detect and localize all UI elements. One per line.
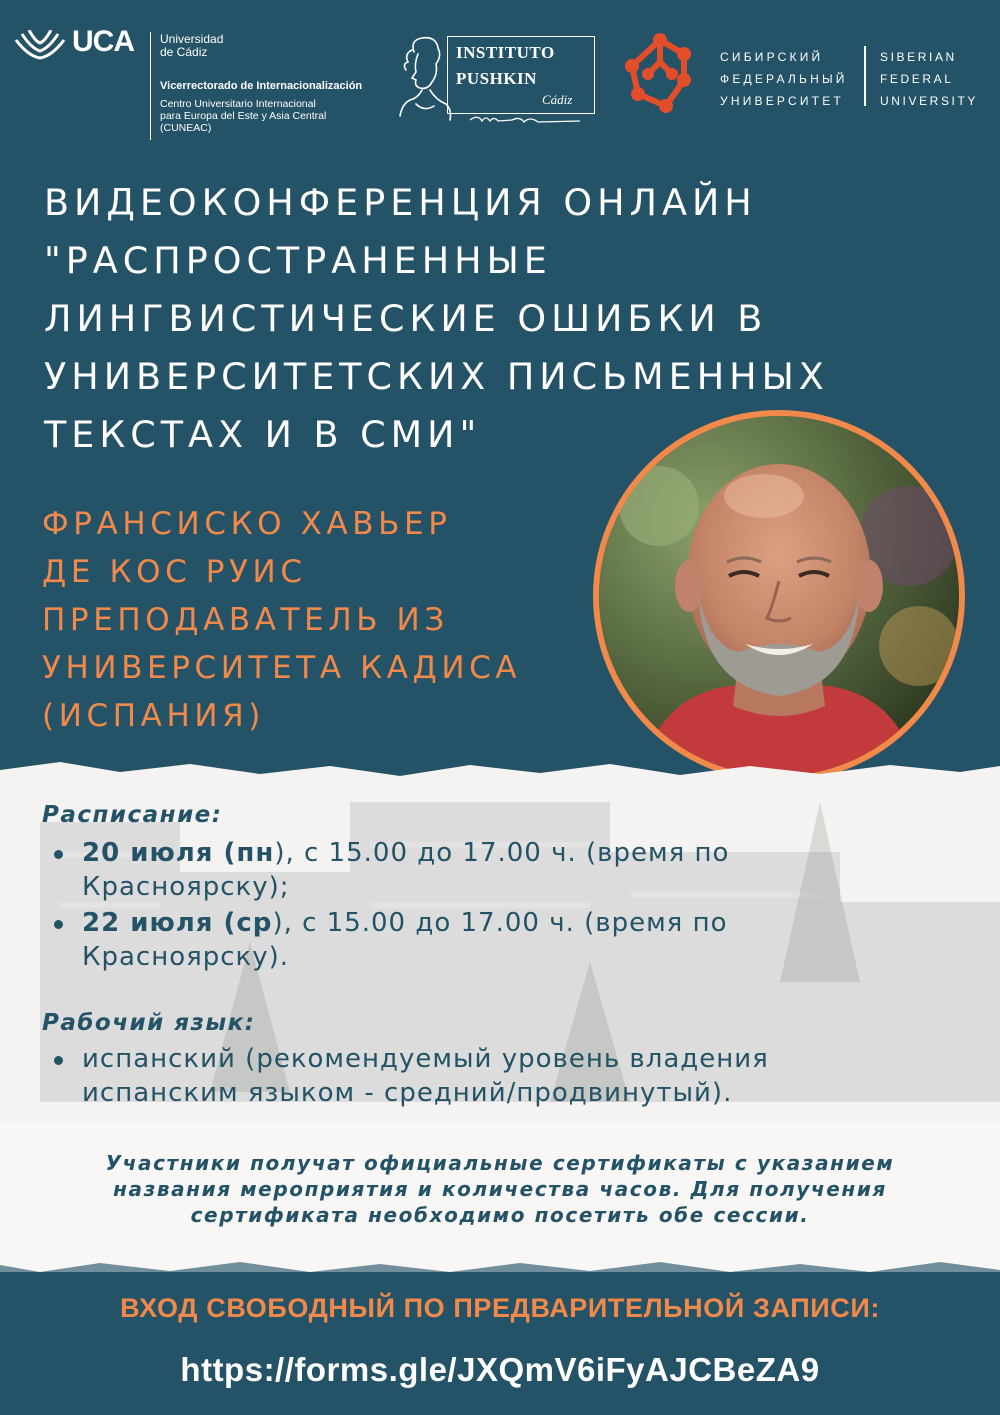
schedule-list [42, 836, 942, 976]
speaker-line: ДЕ КОС РУИС [42, 554, 307, 590]
speaker-line: ПРЕПОДАВАТЕЛЬ ИЗ [42, 602, 449, 638]
note-line: названия мероприятия и количества часов. Для получения [113, 1177, 887, 1201]
speaker-line: ФРАНСИСКО ХАВЬЕР [42, 506, 452, 542]
pushkin-line-2: PUSHKIN [456, 69, 537, 88]
uca-emblem-icon [14, 30, 66, 60]
sfu-ru-line: СИБИРСКИЙ [720, 50, 824, 64]
sfu-ru-line: УНИВЕРСИТЕТ [720, 94, 844, 108]
sfu-molecule-icon [622, 32, 698, 114]
sfu-en-line: SIBERIAN [880, 50, 957, 64]
uca-university-line: de Cádiz [160, 45, 208, 59]
schedule-heading: Расписание: [42, 802, 223, 828]
language-line: испанским языком - средний/продвинутый). [82, 1078, 733, 1108]
pushkin-line-1: INSTITUTO [456, 43, 555, 62]
pushkin-city: Cádiz [542, 92, 573, 107]
schedule-date: 20 июля (пн [82, 838, 275, 868]
title-line: УНИВЕРСИТЕТСКИХ ПИСЬМЕННЫХ [44, 355, 829, 398]
schedule-timezone: Красноярску); [82, 872, 290, 902]
sfu-name-ru [720, 46, 848, 112]
certificate-note [40, 1150, 960, 1228]
sfu-logo [622, 32, 982, 114]
uca-vicerrectorado: Vicerrectorado de Internacionalización [160, 80, 363, 92]
schedule-item [42, 906, 942, 974]
sfu-ru-line: ФЕДЕРАЛЬНЫЙ [720, 72, 848, 86]
language-item [42, 1042, 982, 1110]
speaker-line: (ИСПАНИЯ) [42, 698, 265, 734]
title-line: ТЕКСТАХ И В СМИ" [44, 413, 482, 456]
pushkin-signature-icon [468, 112, 588, 126]
speaker-portrait-icon [599, 416, 959, 776]
language-heading: Рабочий язык: [42, 1010, 256, 1036]
info-panel [0, 762, 1000, 1272]
uca-centro [160, 98, 326, 134]
registration-link[interactable]: https://forms.gle/JXQmV6iFyAJCBeZA9 [180, 1351, 820, 1388]
uca-centro-line: (CUNEAC) [160, 122, 212, 134]
schedule-timezone: Красноярску). [82, 942, 290, 972]
uca-centro-line: para Europa del Este y Asia Central [160, 110, 327, 122]
speaker-info [42, 500, 612, 740]
sfu-divider [864, 46, 866, 106]
speaker-line: УНИВЕРСИТЕТА КАДИСА [42, 650, 522, 686]
note-line: Участники получат официальные сертификаты с указанием [105, 1151, 895, 1175]
bullet-icon [54, 920, 63, 929]
uca-divider [150, 32, 151, 140]
uca-centro-line: Centro Universitario Internacional [160, 98, 316, 110]
note-line: сертификата необходимо посетить обе сессии. [190, 1203, 810, 1227]
bullet-icon [54, 1056, 63, 1065]
free-entry-notice: ВХОД СВОБОДНЫЙ ПО ПРЕДВАРИТЕЛЬНОЙ ЗАПИСИ: [120, 1293, 880, 1323]
schedule-time: ), с 15.00 до 17.00 ч. (время по [274, 838, 730, 868]
pushkin-institute-logo [392, 34, 597, 129]
title-line: ЛИНГВИСТИЧЕСКИЕ ОШИБКИ В [44, 297, 768, 340]
title-line: "РАСПРОСТРАНЕННЫЕ [44, 239, 552, 282]
uca-logo [14, 25, 366, 145]
sfu-name-en [880, 46, 978, 112]
title-line: ВИДЕОКОНФЕРЕНЦИЯ ОНЛАЙН [44, 181, 757, 224]
language-list [42, 1042, 982, 1112]
uca-wordmark: UCA [72, 25, 134, 58]
language-line: испанский (рекомендуемый уровень владения [82, 1044, 769, 1074]
uca-university-name [160, 33, 223, 59]
bullet-icon [54, 850, 63, 859]
schedule-time: ), с 15.00 до 17.00 ч. (время по [272, 908, 728, 938]
sfu-en-line: FEDERAL [880, 72, 954, 86]
speaker-photo [593, 410, 965, 782]
sfu-en-line: UNIVERSITY [880, 94, 979, 108]
uca-university-line: Universidad [160, 32, 224, 46]
schedule-date: 22 июля (ср [82, 908, 273, 938]
schedule-item [42, 836, 942, 904]
